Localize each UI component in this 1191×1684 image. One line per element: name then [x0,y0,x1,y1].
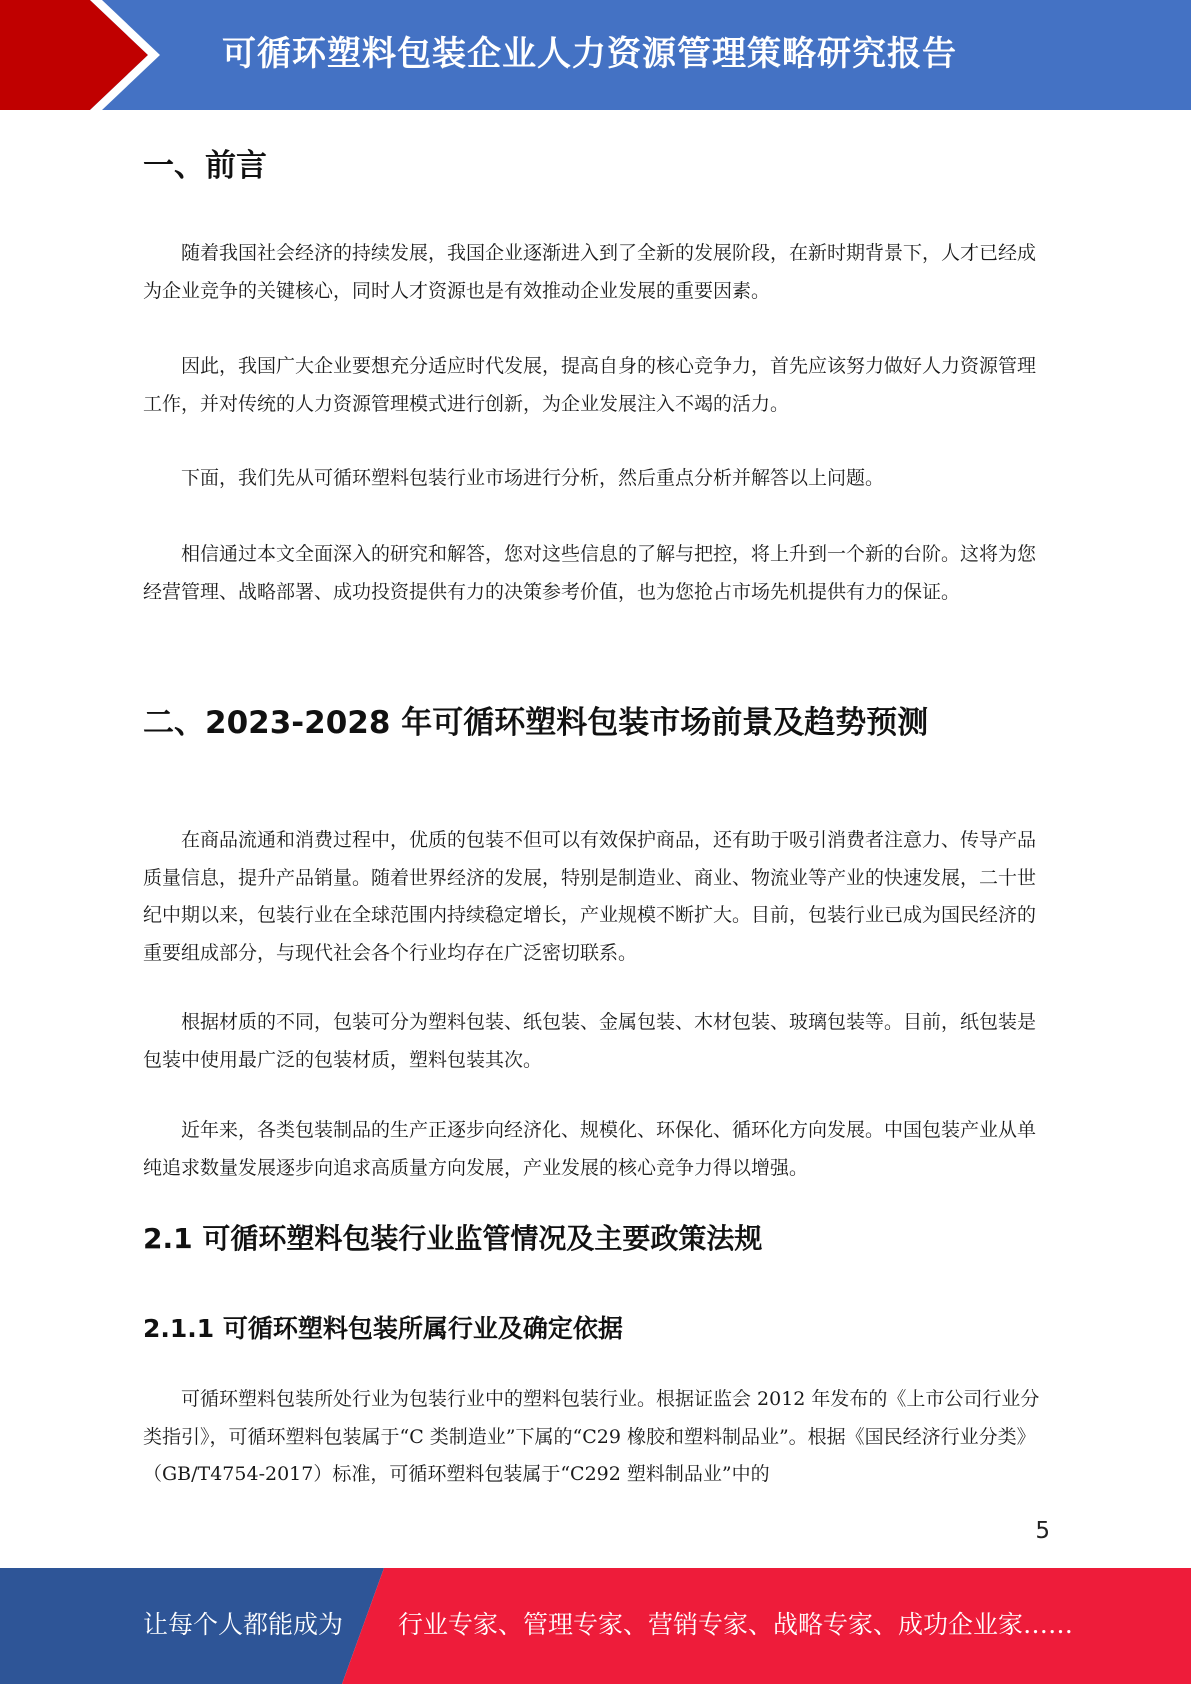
page-number: 5 [1035,1518,1050,1544]
paragraph: 近年来，各类包装制品的生产正逐步向经济化、规模化、环保化、循环化方向发展。中国包装产业从单纯追求数量发展逐步向追求高质量方向发展，产业发展的核心竞争力得以增强。 [143,1119,1037,1179]
subsection-heading-regulation: 2.1 可循环塑料包装行业监管情况及主要政策法规 [143,1222,763,1255]
subsection-heading-industry: 2.1.1 可循环塑料包装所属行业及确定依据 [143,1314,623,1343]
paragraph: 可循环塑料包装所处行业为包装行业中的塑料包装行业。根据证监会 2012 年发布的《上市公司行业分类指引》，可循环塑料包装属于“C 类制造业”下属的“C29 橡胶和塑料制品业”。根据《国民经济行业分类》（GB/T4754-2017）标准，可循环塑料包装属于“C292 塑料制品业”中的 [143,1388,1040,1485]
section-heading-forecast: 二、2023-2028 年可循环塑料包装市场前景及趋势预测 [143,705,929,741]
page-header [0,0,1191,110]
paragraph: 随着我国社会经济的持续发展，我国企业逐渐进入到了全新的发展阶段，在新时期背景下，人才已经成为企业竞争的关键核心，同时人才资源也是有效推动企业发展的重要因素。 [143,242,1037,302]
footer-slogan-right: 行业专家、管理专家、营销专家、战略专家、成功企业家…… [398,1610,1074,1639]
section-heading-preface: 一、前言 [143,148,267,184]
paragraph: 下面，我们先从可循环塑料包装行业市场进行分析，然后重点分析并解答以上问题。 [181,467,885,489]
paragraph: 在商品流通和消费过程中，优质的包装不但可以有效保护商品，还有助于吸引消费者注意力、传导产品质量信息，提升产品销量。随着世界经济的发展，特别是制造业、商业、物流业等产业的快速发展，二十世纪中期以来，包装行业在全球范围内持续稳定增长，产业规模不断扩大。目前，包装行业已成为国民经济的重要组成部分，与现代社会各个行业均存在广泛密切联系。 [143,829,1037,964]
report-title: 可循环塑料包装企业人力资源管理策略研究报告 [222,34,957,74]
paragraph: 相信通过本文全面深入的研究和解答，您对这些信息的了解与把控，将上升到一个新的台阶。这将为您经营管理、战略部署、成功投资提供有力的决策参考价值，也为您抢占市场先机提供有力的保证。 [143,543,1037,603]
footer-slogan-left: 让每个人都能成为 [143,1610,344,1639]
page-footer [0,1568,1191,1684]
paragraph: 根据材质的不同，包装可分为塑料包装、纸包装、金属包装、木材包装、玻璃包装等。目前，纸包装是包装中使用最广泛的包装材质，塑料包装其次。 [143,1011,1037,1071]
paragraph: 因此，我国广大企业要想充分适应时代发展，提高自身的核心竞争力，首先应该努力做好人力资源管理工作，并对传统的人力资源管理模式进行创新，为企业发展注入不竭的活力。 [143,355,1037,415]
